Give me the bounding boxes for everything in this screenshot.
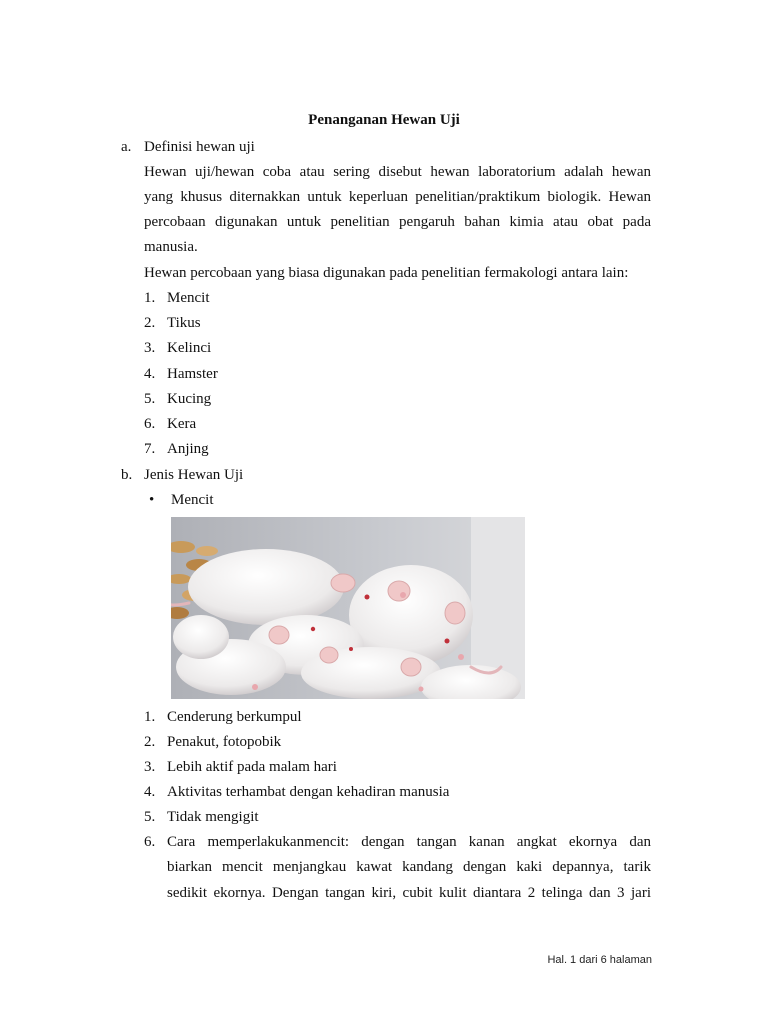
list-item: Penakut, fotopobik: [167, 734, 282, 750]
list-number: 6.: [144, 834, 156, 850]
list-number: 3.: [144, 759, 156, 775]
list-number: 7.: [144, 441, 156, 457]
list-item: Lebih aktif pada malam hari: [167, 759, 337, 775]
definition-line-3: percobaan digunakan untuk penelitian pengaruh bahan kimia atau obat pada: [144, 214, 651, 230]
mice-photo: [171, 517, 525, 699]
section-b-heading: Jenis Hewan Uji: [144, 467, 244, 483]
section-a-heading: Definisi hewan uji: [144, 139, 255, 155]
trait-6-line-1: Cara memperlakukanmencit: dengan tangan kanan angkat ekornya dan: [167, 834, 651, 850]
list-item: Aktivitas terhambat dengan kehadiran manusia: [167, 784, 450, 800]
list-item: Kera: [167, 416, 197, 432]
list-item: Hamster: [167, 366, 218, 382]
definition-line-1: Hewan uji/hewan coba atau sering disebut hewan laboratorium adalah hewan: [144, 164, 651, 180]
bullet-marker: •: [149, 492, 155, 508]
mice-illustration: [171, 517, 525, 699]
list-number: 4.: [144, 784, 156, 800]
list-number: 5.: [144, 809, 156, 825]
page-footer: Hal. 1 dari 6 halaman: [547, 954, 652, 966]
definition-line-2: yang khusus diternakkan untuk keperluan penelitian/praktikum biologik. Hewan: [144, 189, 651, 205]
list-number: 2.: [144, 315, 156, 331]
list-item: Tikus: [167, 315, 201, 331]
list-item: Anjing: [167, 441, 209, 457]
list-number: 4.: [144, 366, 156, 382]
list-number: 1.: [144, 709, 156, 725]
list-item: Kelinci: [167, 340, 212, 356]
list-number: 6.: [144, 416, 156, 432]
list-number: 3.: [144, 340, 156, 356]
definition-line-4: manusia.: [144, 239, 198, 255]
trait-6-line-2: biarkan mencit menjangkau kawat kandang dengan kaki depannya, tarik: [167, 859, 651, 875]
list-number: 1.: [144, 290, 156, 306]
list-number: 2.: [144, 734, 156, 750]
document-title: Penanganan Hewan Uji: [308, 112, 460, 128]
list-number: 5.: [144, 391, 156, 407]
list-item: Kucing: [167, 391, 212, 407]
bullet-mencit: Mencit: [171, 492, 214, 508]
trait-6-line-3: sedikit ekornya. Dengan tangan kiri, cubit kulit diantara 2 telinga dan 3 jari: [167, 885, 651, 901]
list-item: Mencit: [167, 290, 210, 306]
section-b-marker: b.: [121, 467, 133, 483]
section-a-marker: a.: [121, 139, 132, 155]
list-item: Cenderung berkumpul: [167, 709, 302, 725]
animals-intro: Hewan percobaan yang biasa digunakan pada penelitian fermakologi antara lain:: [144, 265, 629, 281]
list-item: Tidak mengigit: [167, 809, 259, 825]
